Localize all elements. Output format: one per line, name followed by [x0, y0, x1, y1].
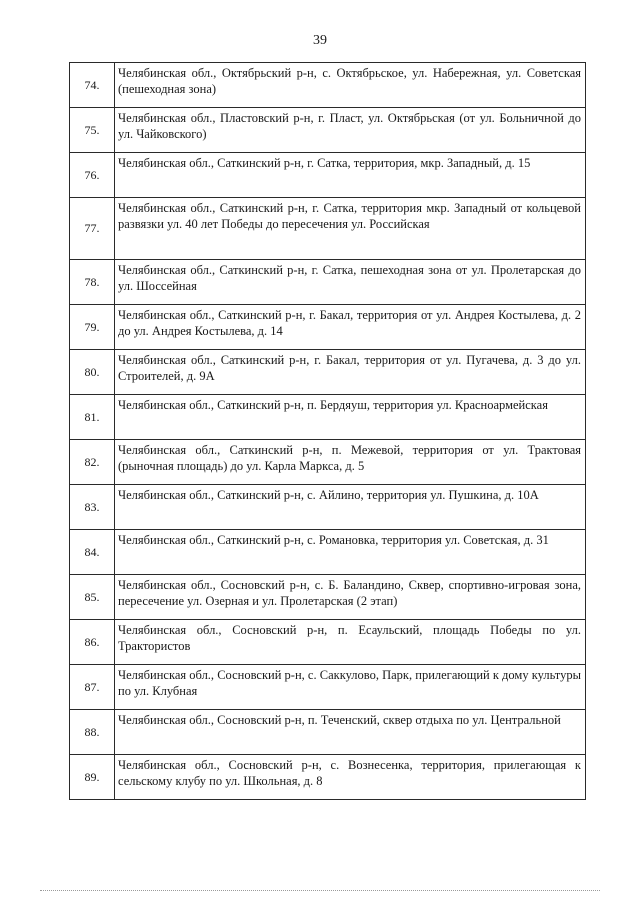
- row-address: Челябинская обл., Пластовский р-н, г. Пласт, ул. Октябрьская (от ул. Больничной до ул. Чайковского): [115, 108, 586, 153]
- row-number: 80.: [70, 350, 115, 395]
- row-address: Челябинская обл., Сосновский р-н, п. Есаульский, площадь Победы по ул. Трактористов: [115, 620, 586, 665]
- row-address: Челябинская обл., Саткинский р-н, с. Романовка, территория ул. Советская, д. 31: [115, 530, 586, 575]
- row-number: 83.: [70, 485, 115, 530]
- table-row: [70, 665, 586, 710]
- row-address: Челябинская обл., Сосновский р-н, с. Вознесенка, территория, прилегающая к сельскому клубу по ул. Школьная, д. 8: [115, 755, 586, 800]
- table-row: [70, 108, 586, 153]
- row-address: Челябинская обл., Сосновский р-н, п. Теченский, сквер отдыха по ул. Центральной: [115, 710, 586, 755]
- table-row: [70, 530, 586, 575]
- row-address: Челябинская обл., Саткинский р-н, г. Сатка, пешеходная зона от ул. Пролетарская до ул. Шоссейная: [115, 260, 586, 305]
- table-row: [70, 198, 586, 260]
- table-row: [70, 260, 586, 305]
- row-address: Челябинская обл., Сосновский р-н, с. Саккулово, Парк, прилегающий к дому культуры по ул. Клубная: [115, 665, 586, 710]
- row-address: Челябинская обл., Сосновский р-н, с. Б. Баландино, Сквер, спортивно-игровая зона, пересечение ул. Озерная и ул. Пролетарская (2 этап): [115, 575, 586, 620]
- row-address: Челябинская обл., Саткинский р-н, п. Межевой, территория от ул. Трактовая (рыночная площадь) до ул. Карла Маркса, д. 5: [115, 440, 586, 485]
- table-row: [70, 153, 586, 198]
- table-row: [70, 440, 586, 485]
- row-address: Челябинская обл., Саткинский р-н, г. Бакал, территория от ул. Андрея Костылева, д. 2 до ул. Андрея Костылева, д. 14: [115, 305, 586, 350]
- scan-edge-divider: [40, 890, 600, 892]
- row-address: Челябинская обл., Саткинский р-н, г. Бакал, территория от ул. Пугачева, д. 3 до ул. Строителей, д. 9А: [115, 350, 586, 395]
- row-number: 84.: [70, 530, 115, 575]
- row-number: 87.: [70, 665, 115, 710]
- table-row: [70, 620, 586, 665]
- table-row: [70, 350, 586, 395]
- table-row: [70, 305, 586, 350]
- row-address: Челябинская обл., Октябрьский р-н, с. Октябрьское, ул. Набережная, ул. Советская (пешеходная зона): [115, 63, 586, 108]
- row-address: Челябинская обл., Саткинский р-н, п. Бердяуш, территория ул. Красноармейская: [115, 395, 586, 440]
- row-number: 85.: [70, 575, 115, 620]
- table-row: [70, 575, 586, 620]
- row-address: Челябинская обл., Саткинский р-н, с. Айлино, территория ул. Пушкина, д. 10А: [115, 485, 586, 530]
- row-number: 74.: [70, 63, 115, 108]
- row-address: Челябинская обл., Саткинский р-н, г. Сатка, территория мкр. Западный от кольцевой развязки ул. 40 лет Победы до пересечения ул. Российская: [115, 198, 586, 260]
- table-row: [70, 485, 586, 530]
- table-row: [70, 63, 586, 108]
- table-row: [70, 755, 586, 800]
- row-number: 79.: [70, 305, 115, 350]
- table-row: [70, 710, 586, 755]
- row-number: 86.: [70, 620, 115, 665]
- row-number: 82.: [70, 440, 115, 485]
- row-number: 89.: [70, 755, 115, 800]
- address-table: [69, 62, 586, 800]
- row-number: 77.: [70, 198, 115, 260]
- row-number: 76.: [70, 153, 115, 198]
- page-number: 39: [313, 33, 327, 48]
- row-number: 88.: [70, 710, 115, 755]
- row-number: 81.: [70, 395, 115, 440]
- row-number: 78.: [70, 260, 115, 305]
- row-number: 75.: [70, 108, 115, 153]
- table-row: [70, 395, 586, 440]
- row-address: Челябинская обл., Саткинский р-н, г. Сатка, территория, мкр. Западный, д. 15: [115, 153, 586, 198]
